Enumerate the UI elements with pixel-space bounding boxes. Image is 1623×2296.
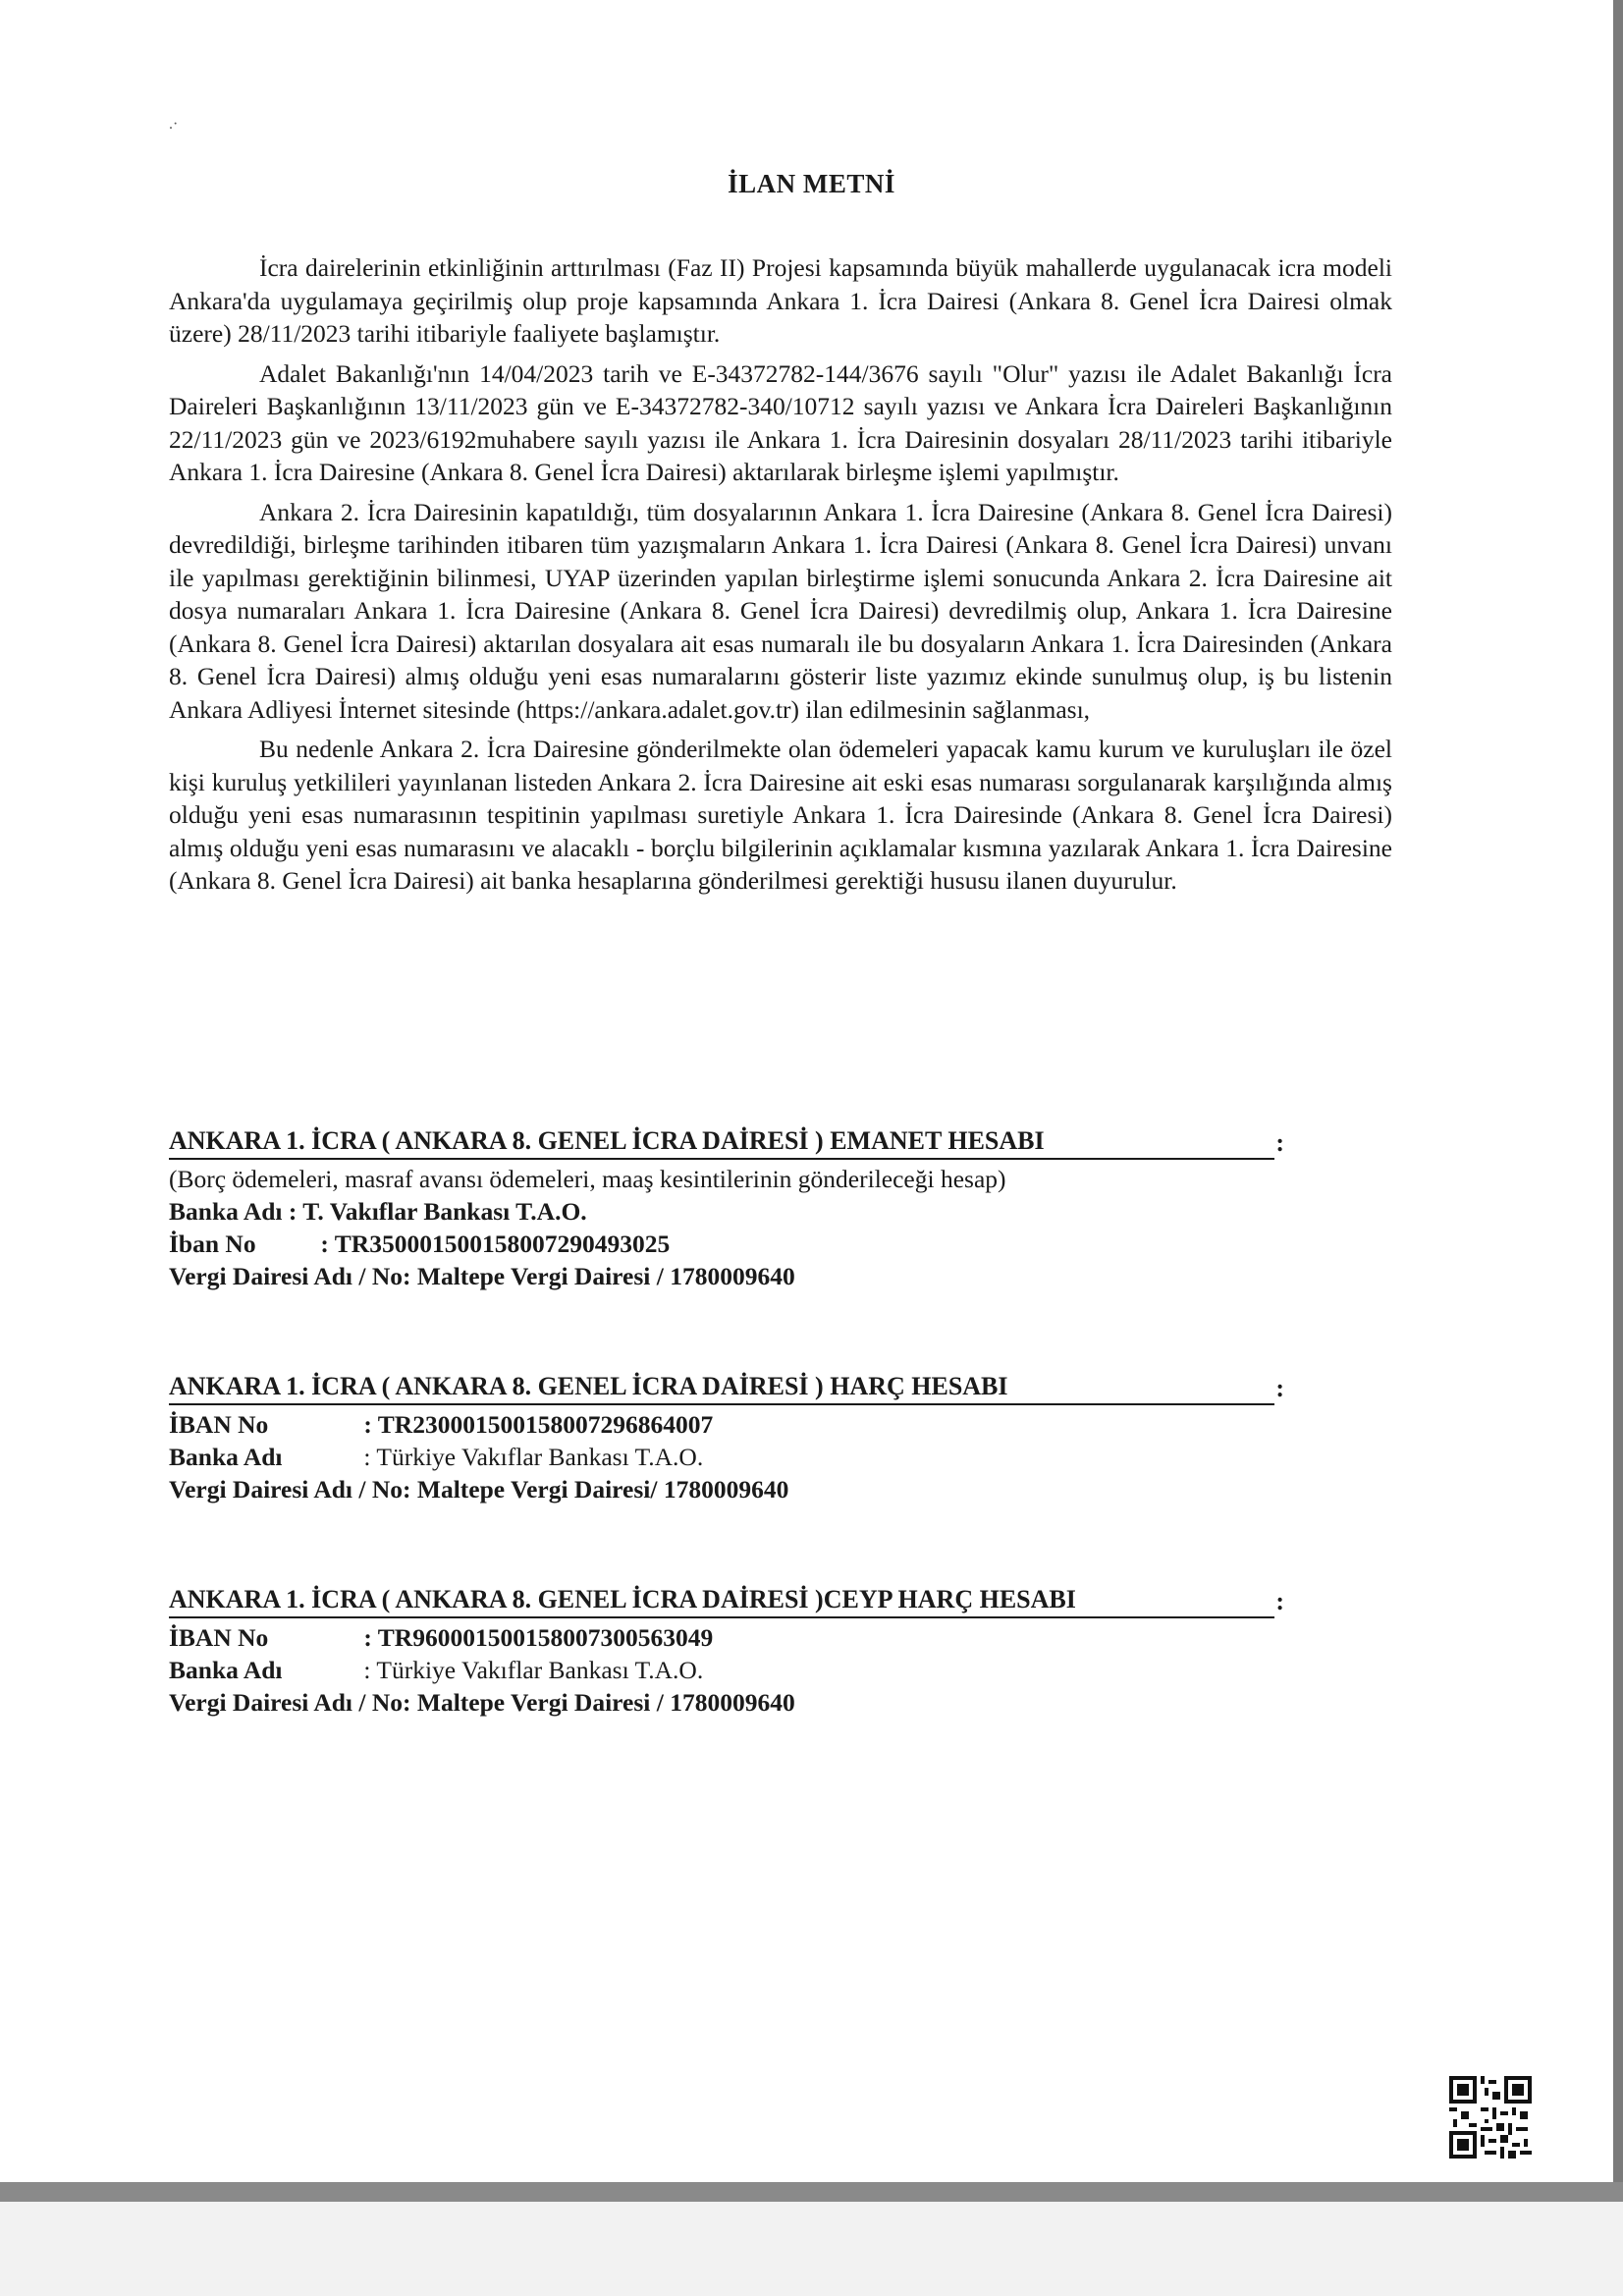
emanet-bank-value: : T. Vakıflar Bankası T.A.O. bbox=[288, 1197, 587, 1226]
harc-bank-row bbox=[169, 1441, 1274, 1473]
emanet-tax-row bbox=[169, 1260, 1274, 1292]
ceyp-iban-value: : TR960001500158007300563049 bbox=[363, 1623, 714, 1652]
harc-iban-row bbox=[169, 1408, 1274, 1441]
scan-edge bbox=[1613, 0, 1623, 2296]
page-title: İLAN METNİ bbox=[728, 169, 895, 198]
ceyp-account-section bbox=[169, 1583, 1284, 1719]
paragraph-4: Bu nedenle Ankara 2. İcra Dairesine gönderilmekte olan ödemeleri yapacak kamu kurum ve kuruluşları ile özel kişi kuruluş yetkilileri yayınlanan listeden Ankara 2. İcra Dairesine ait eski esas numarası sorgulanarak karşılığında almış olduğu yeni esas numarasının tespitinin yapılması suretiyle Ankara 1. İcra Dairesinde (Ankara 8. Genel İcra Dairesi) almış olduğu yeni esas numarasını ve alacaklı - borçlu bilgilerinin açıklamalar kısmına yazılarak Ankara 1. İcra Dairesine (Ankara 8. Genel İcra Dairesi) ait banka hesaplarına gönderilmesi gerektiği hususu ilanen duyurulur. bbox=[169, 735, 1392, 895]
emanet-bank-label: Banka Adı bbox=[169, 1197, 283, 1226]
ceyp-heading-text: ANKARA 1. İCRA ( ANKARA 8. GENEL İCRA DAİRESİ )CEYP HARÇ HESABI bbox=[169, 1585, 1076, 1613]
scan-speck: .· bbox=[169, 116, 179, 133]
ceyp-iban-row bbox=[169, 1621, 1274, 1654]
scan-bottom-band bbox=[0, 2182, 1623, 2202]
emanet-iban-label: İban No bbox=[169, 1230, 256, 1258]
ceyp-iban-label: İBAN No bbox=[169, 1623, 269, 1652]
ceyp-bank-value: : Türkiye Vakıflar Bankası T.A.O. bbox=[363, 1656, 704, 1684]
harc-account-heading bbox=[169, 1370, 1284, 1405]
scan-bottom-margin bbox=[0, 2202, 1623, 2296]
harc-account-section bbox=[169, 1370, 1284, 1505]
harc-tax-label: Vergi Dairesi Adı / No: bbox=[169, 1475, 411, 1503]
ceyp-tax-row bbox=[169, 1686, 1274, 1719]
harc-tax-value: Maltepe Vergi Dairesi/ 1780009640 bbox=[416, 1475, 789, 1503]
qr-code-icon bbox=[1449, 2076, 1532, 2159]
harc-iban-label: İBAN No bbox=[169, 1410, 269, 1439]
ceyp-tax-value: Maltepe Vergi Dairesi / 1780009640 bbox=[416, 1688, 795, 1717]
ceyp-tax-label: Vergi Dairesi Adı / No: bbox=[169, 1688, 411, 1717]
emanet-account-section bbox=[169, 1124, 1284, 1292]
harc-heading-text: ANKARA 1. İCRA ( ANKARA 8. GENEL İCRA DAİRESİ ) HARÇ HESABI bbox=[169, 1372, 1008, 1400]
ceyp-bank-row bbox=[169, 1654, 1274, 1686]
harc-tax-row bbox=[169, 1473, 1274, 1505]
harc-heading-colon: : bbox=[1275, 1374, 1284, 1402]
harc-iban-value: : TR230001500158007296864007 bbox=[363, 1410, 714, 1439]
emanet-iban-row bbox=[169, 1228, 1274, 1260]
paragraph-1: İcra dairelerinin etkinliğinin arttırılması (Faz II) Projesi kapsamında büyük mahallerde uygulanacak icra modeli Ankara'da uygulamaya geçirilmiş olup proje kapsamında Ankara 1. İcra Dairesi (Ankara 8. Genel İcra Dairesi olmak üzere) 28/11/2023 tarihi itibariyle faaliyete başlamıştır. bbox=[169, 253, 1392, 348]
emanet-iban-value: : TR350001500158007290493025 bbox=[320, 1230, 671, 1258]
emanet-bank-row bbox=[169, 1195, 1274, 1228]
harc-bank-value: : Türkiye Vakıflar Bankası T.A.O. bbox=[363, 1443, 704, 1471]
emanet-tax-value: Maltepe Vergi Dairesi / 1780009640 bbox=[416, 1262, 795, 1290]
emanet-account-heading bbox=[169, 1124, 1284, 1160]
emanet-heading-text: ANKARA 1. İCRA ( ANKARA 8. GENEL İCRA DAİRESİ ) EMANET HESABI bbox=[169, 1126, 1045, 1155]
ceyp-heading-colon: : bbox=[1275, 1587, 1284, 1615]
harc-bank-label: Banka Adı bbox=[169, 1443, 283, 1471]
paragraph-2: Adalet Bakanlığı'nın 14/04/2023 tarih ve E-34372782-144/3676 sayılı "Olur" yazısı ile Adalet Bakanlığı İcra Daireleri Başkanlığının 13/11/2023 gün ve E-34372782-340/10712 sayılı yazısı ve Ankara İcra Daireleri Başkanlığının 22/11/2023 gün ve 2023/6192muhabere sayılı yazısı ile Ankara 1. İcra Dairesinin dosyaları 28/11/2023 tarihi itibariyle Ankara 1. İcra Dairesine (Ankara 8. Genel İcra Dairesi) aktarılarak birleşme işlemi yapılmıştır. bbox=[169, 358, 1392, 486]
emanet-heading-colon: : bbox=[1275, 1128, 1284, 1157]
emanet-note: (Borç ödemeleri, masraf avansı ödemeleri, maaş kesintilerinin gönderileceği hesap) bbox=[169, 1165, 1006, 1193]
ceyp-bank-label: Banka Adı bbox=[169, 1656, 283, 1684]
ceyp-account-heading bbox=[169, 1583, 1284, 1618]
paragraph-3: Ankara 2. İcra Dairesinin kapatıldığı, tüm dosyalarının Ankara 1. İcra Dairesine (Ankara 8. Genel İcra Dairesi) devredildiği, birleşme tarihinden itibaren tüm yazışmaların Ankara 1. İcra Dairesi (Ankara 8. Genel İcra Dairesi) unvanı ile yapılması gerektiğinin bilinmesi, UYAP üzerinden yapılan birleştirme işlemi sonucunda Ankara 2. İcra Dairesine ait dosya numaraları Ankara 1. İcra Dairesine (Ankara 8. Genel İcra Dairesi) devredilmiş olup, Ankara 1. İcra Dairesine (Ankara 8. Genel İcra Dairesi) aktarılan dosyalara ait esas numaralı ile bu dosyaların Ankara 1. İcra Dairesinden (Ankara 8. Genel İcra Dairesi) almış olduğu yeni esas numaralarını gösterir liste yazımız ekinde sunulmuş olup, iş bu listenin Ankara Adliyesi İnternet sitesinde (https://ankara.adalet.gov.tr) ilan edilmesinin sağlanması, bbox=[169, 497, 1392, 724]
emanet-tax-label: Vergi Dairesi Adı / No: bbox=[169, 1262, 411, 1290]
announcement-body bbox=[169, 251, 1392, 904]
